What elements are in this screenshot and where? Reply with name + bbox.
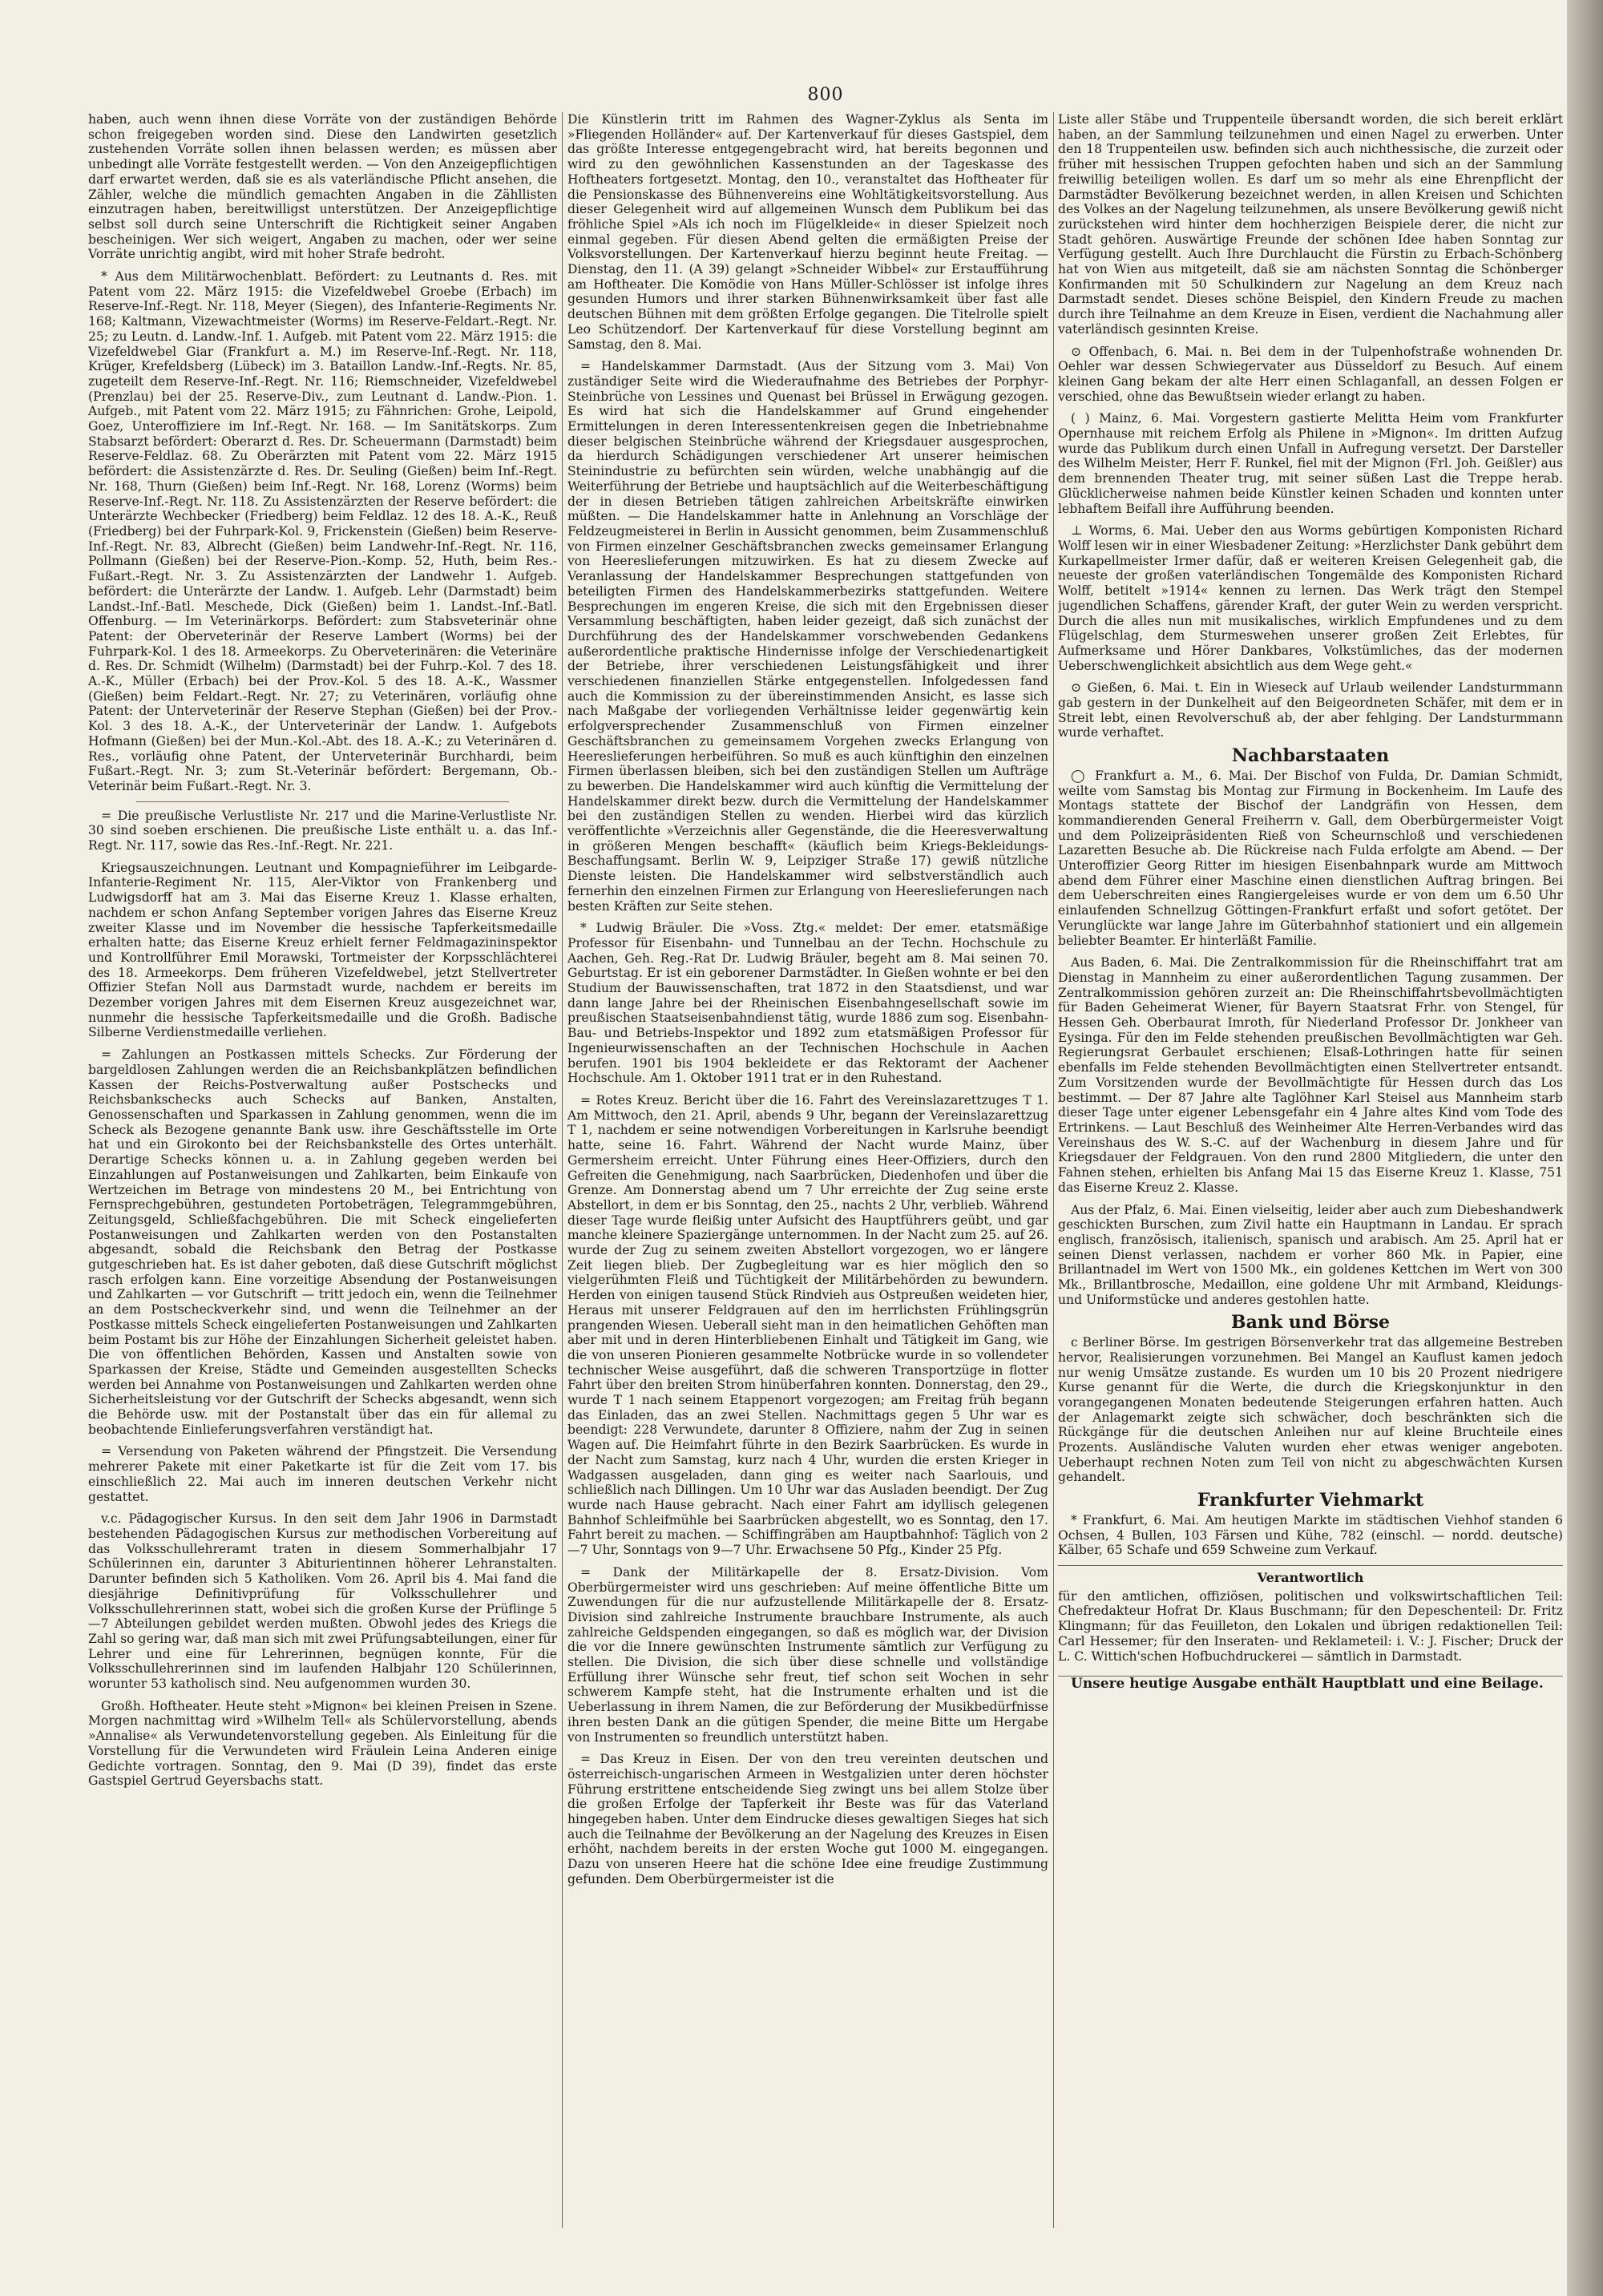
article-paragraph: = Dank der Militärkapelle der 8. Ersatz-Division. Vom Oberbürgermeister wird uns geschrieben: Auf meine öffentliche Bitte um Zuwendungen für die nur aufzustellende Militärkapelle der 8. Ersatz-Division sind zahlreiche Instrumente brauchbare Instrumente, als auch zahlreiche Geldspenden eingegangen, so daß es möglich war, der Division die vor die Innere gewünschten Instrumente sämtlich zur Verfügung zu stellen. Die Division, die sich über diese schnelle und vollständige Erfüllung ihrer Wünsche sehr freut, tief schon seit Wochen in sehr schwerem Kampfe steht, hat die Instrumente erhalten und ist die Ueberlassung in ihrem Namen, die zur Beförderung der Musikbedürfnisse ihren besten Dank an die gütigen Spender, die meine Bitte um Hergabe von Instrumenten so freundlich unterstützt haben. xyxy=(567,1564,1048,1745)
column-3 xyxy=(1058,112,1563,2228)
article-paragraph: v.c. Pädagogischer Kursus. In den seit dem Jahr 1906 in Darmstadt bestehenden Pädagogischen Kursus zur methodischen Vorbereitung auf das Volksschullehreramt traten in diesem Sommerhalbjahr 17 Schülerinnen ein, darunter 3 Abiturientinnen höherer Lehranstalten. Darunter befinden sich 5 Katholiken. Vom 26. April bis 4. Mai fand die diesjährige Definitivprüfung für Volksschullehrer und Volksschullehrerinnen statt, wobei sich die großen Kurse der Prüflinge 5—7 Abteilungen gebildet werden mußten. Obwohl jedes des Kriegs die Zahl so gering war, daß man sich mit zwei Prüfungsabteilungen, einer für Lehrer und eine für Lehrerinnen, begnügen konnte, Für die Volksschullehrerinnen sind im laufenden Halbjahr 120 Schülerinnen, worunter 53 katholisch sind. Neu aufgenommen wurden 30. xyxy=(88,1511,557,1692)
column-rule-2 xyxy=(1053,112,1054,2228)
divider xyxy=(136,801,509,802)
section-heading-nachbarstaaten: Nachbarstaaten xyxy=(1231,745,1390,767)
article-paragraph: Aus Baden, 6. Mai. Die Zentralkommission für die Rheinschiffahrt trat am Dienstag in Mannheim zu einer außerordentlichen Tagung zusammen. Der Zentralkommission gehören zurzeit an: Die Rheinschiffahrtsbevollmächtigten für Baden Geheimerat Wiener, für Bayern Staatsrat Frhr. von Stengel, für Hessen Geh. Oberbaurat Imroth, für Niederland Professor Dr. Jonkheer van Eysinga. Für den im Felde stehenden preußischen Bevollmächtigten war Geh. Regierungsrat Gerbaulet erschienen; Elsaß-Lothringen hatte für seinen ebenfalls im Felde stehenden Bevollmächtigten einen Stellvertreter entsandt. Zum Vorsitzenden wurde der Bevollmächtigte für Hessen durch das Los bestimmt. — Der 87 Jahre alte Taglöhner Karl Steisel aus Mannheim starb dieser Tage unter eigener Lebensgefahr ein 4 Jahre altes Kind vom Tode des Ertrinkens. — Laut Beschluß des Weinheimer Alte Herren-Verbandes wird das Vereinshaus des W. S.-C. auf der Wachenburg in diesem Jahre und für Kriegsdauer der Feldgrauen. Von den rund 2800 Mitgliedern, die unter den Fahnen stehen, erhielten bis Anfang Mai 15 das Eiserne Kreuz 1. Klasse, 751 das Eiserne Kreuz 2. Klasse. xyxy=(1058,955,1563,1195)
article-paragraph: Liste aller Stäbe und Truppenteile übersandt worden, die sich bereit erklärt haben, an der Sammlung teilzunehmen und einen Nagel zu erwerben. Unter den 18 Truppenteilen usw. befinden sich auch nichthessische, die zurzeit oder früher mit hessischen Truppen gefochten haben und sich an der Sammlung freiwillig beteiligen wollen. Es darf um so mehr als eine Ehrenpflicht der Darmstädter Bevölkerung bezeichnet werden, in allen Kreisen und Schichten des Volkes an der Nagelung teilzunehmen, als unsere Bevölkerung gewiß nicht zurückstehen wird hinter dem hochherzigen Beispiele derer, die nicht zur Stadt gehören. Auswärtige Freunde der schönen Idee haben Sonntag zur Verfügung gestellt. Auch Ihre Durchlaucht die Fürstin zu Erbach-Schönberg hat von Wien aus mitgeteilt, daß sie am nächsten Sonntag die Schönberger Konfirmanden mit 50 Schulkindern zur Nagelung an dem Kreuz nach Darmstadt sendet. Dieses schöne Beispiel, den Kindern Freude zu machen durch ihre Teilnahme an dem Kreuze in Eisen, verdient die Nachahmung aller vaterländisch gesinnten Kreise. xyxy=(1058,112,1563,337)
article-paragraph: = Zahlungen an Postkassen mittels Schecks. Zur Förderung der bargeldlosen Zahlungen werden die an Reichsbankplätzen befindlichen Kassen der Reichs-Postverwaltung außer Postschecks und Reichsbankschecks auch Schecks auf Banken, Anstalten, Genossenschaften und Sparkassen in Zahlung genommen, wenn die im Scheck als Bezogene genannte Bank usw. ihre Geschäftsstelle im Orte hat und ein Girokonto bei der Reichsbankstelle des Ortes unterhält. Derartige Schecks können u. a. in Zahlung gegeben werden bei Einzahlungen auf Postanweisungen und Zahlkarten, beim Einkaufe von Wertzeichen im Betrage von mindestens 20 M., bei Entrichtung von Fernsprechgebühren, gestundeten Portobeträgen, Telegrammgebühren, Zeitungsgeld, Schließfachgebühren. Die mit Scheck eingelieferten Postanweisungen und Zahlkarten werden von den Postanstalten abgesandt, sobald die Reichsbank den Betrag der Postkasse gutgeschrieben hat. Es ist daher geboten, daß diese Gutschrift möglichst rasch erfolgen kann. Eine vorzeitige Absendung der Postanweisungen und Zahlkarten — vor Gutschrift — tritt jedoch ein, wenn die Teilnehmer an dem Postscheckverkehr sind, und wenn die Teilnehmer an der Postkasse mittels Scheck eingelieferten Postanweisungen und Zahlkarten beim Postamt bis zur Höhe der Einzahlungen Sicherheit geleistet haben. Die von öffentlichen Behörden, Kassen und Anstalten sowie von Sparkassen der Kreise, Städte und Gemeinden ausgestellten Schecks werden bei Annahme von Postanweisungen und Zahlkarten werden ohne Sicherheitsleistung vor der Gutschrift der Schecks abgesandt, wenn sich die Behörde usw. mit der Postanstalt über das ein für allemal zu beobachtende Einlieferungsverfahren verständigt hat. xyxy=(88,1047,557,1437)
column-rule-1 xyxy=(562,112,563,2228)
article-paragraph: = Rotes Kreuz. Bericht über die 16. Fahrt des Vereinslazarettzuges T 1. Am Mittwoch, den 21. April, abends 9 Uhr, begann der Vereinslazarettzug T 1, nachdem er seine notwendigen Vorbereitungen in Karlsruhe beendigt hatte, seine 16. Fahrt. Während der Nacht wurde Mainz, über Germersheim erreicht. Unter Führung eines Heer-Offiziers, durch den Gefreiten die Genehmigung, nach Saarbrücken, Diedenhofen und über die Grenze. Am Donnerstag abend um 7 Uhr erreichte der Zug seine erste Abstellort, in dem er bis Sonntag, den 25., nachts 2 Uhr, verblieb. Während dieser Tage wurde fleißig unter Aufsicht des Hauptführers geübt, und gar manche kleinere Spaziergänge unternommen. In der Nacht zum 25. auf 26. wurde der Zug zu seinem zweiten Abstellort vorgezogen, wo er längere Zeit liegen blieb. Der Zugbegleitung war es hier möglich den so vielgerühmten Fleiß und Tüchtigkeit der Militärbehörden zu bewundern. Herden von einigen tausend Stück Rindvieh aus Ostpreußen weideten hier, Heraus mit unserer Feldgrauen auf den im herrlichsten Frühlingsgrün prangenden Wiesen. Ueberall sieht man in den heimatlichen Gehöften man aber mit und in deren Hinterbliebenen Einhalt und Tätigkeit im Gang, wie die von unseren Pionieren gesammelte Notbrücke wurde in so vollendeter technischer Weise ausgeführt, daß die schweren Transportzüge in flotter Fahrt über den breiten Strom hinüberfahren konnten. Donnerstag, den 29., wurde T 1 nach seinem Etappenort vorgezogen; am Freitag früh begann das Einladen, das an zwei Stellen. Nachmittags gegen 5 Uhr war es beendigt: 228 Verwundete, darunter 8 Offiziere, nahm der Zug in seinen Wagen auf. Die Heimfahrt führte in den Bezirk Saarbrücken. Es wurde in der Nacht zum Samstag, kurz nach 4 Uhr, wurden die ersten Krieger in Wadgassen ausgeladen, dann ging es weiter nach Saarlouis, und schließlich nach Dillingen. Um 10 Uhr war das Ausladen beendigt. Der Zug wurde nach Hause gebracht. Nach einer Fahrt am idyllisch gelegenen Bahnhof Schleifmühle bei Saarbrücken abgestellt, wo es Sonntag, den 17. Fahrt bereit zu machen. — Schiffingräben am Hauptbahnhof: Täglich von 2—7 Uhr, Sonntags von 9—7 Uhr. Erwachsene 50 Pfg., Kinder 25 Pfg. xyxy=(567,1093,1048,1558)
article-paragraph: = Handelskammer Darmstadt. (Aus der Sitzung vom 3. Mai) Von zuständiger Seite wird die Wiederaufnahme des Betriebes der Porphyr-Steinbrüche von Lessines und Quenast bei Brüssel in Erwägung gezogen. Es wird hat sich die Handelskammer auf Grund eingehender Ermittelungen in deren Interessentenkreisen gegen die Inbetriebnahme dieser belgischen Steinbrüche während der Kriegsdauer ausgesprochen, da hierdurch Schädigungen verschiedener Art unserer heimischen Steinindustrie zu befürchten sein würden, welche unabhängig auf die Weiterführung der Betriebe und hauptsächlich auf die Weiterbeschäftigung der in diesen Betrieben tätigen zahlreichen Arbeitskräfte einwirken müßten. — Die Handelskammer hatte in Anlehnung an Vorschläge der Feldzeugmeisterei in Berlin in Aussicht genommen, beim Zusammenschluß von Firmen einzelner Geschäftsbranchen zwecks gemeinsamer Erlangung von Heereslieferungen mitzuwirken. Es hat zu diesem Zwecke auf Veranlassung der Handelskammer Besprechungen stattgefunden von beteiligten Firmen des Handelskammerbezirks stattgefunden. Weitere Besprechungen im engeren Kreise, die sich mit den Ergebnissen dieser Versammlung beschäftigten, haben leider gezeigt, daß sich zunächst der Durchführung des der Handelskammer vorschwebenden Gedankens außerordentliche praktische Hindernisse infolge der Verschiedenartigkeit der Betriebe, ihrer verschiedenen Leistungsfähigkeit und ihrer verschiedenen finanziellen Stärke entgegenstellen. Infolgedessen fand auch die Kommission zu der übereinstimmenden Ansicht, es lasse sich nach Maßgabe der vorliegenden Verhältnisse leider gegenwärtig kein erfolgversprechender Zusammenschluß von Firmen einzelner Geschäftsbranchen zu gemeinsamem Vorgehen zwecks Erlangung von Heereslieferungen herbeiführen. So muß es auch künftighin den einzelnen Firmen überlassen bleiben, sich bei den zuständigen Stellen um Aufträge zu bewerben. Die Handelskammer wird auch künftig die Vermittelung der Handelskammer direkt bezw. durch die Vermittelung der Handelskammer bei den zuständigen Stellen zu wenden. Hierbei wird das kürzlich veröffentlichte »Verzeichnis aller Gegenstände, die die Heeresverwaltung in größeren Mengen beschafft« (käuflich beim Kriegs-Bekleidungs-Beschaffungsamt. Berlin W. 9, Leipziger Straße 17) gewiß nützliche Dienste leisten. Die Handelskammer wird selbstverständlich auch fernerhin den einzelnen Firmen zur Erlangung von Heereslieferungen nach besten Kräften zur Seite stehen. xyxy=(567,359,1048,914)
article-paragraph: Die Künstlerin tritt im Rahmen des Wagner-Zyklus als Senta im »Fliegenden Holländer« auf. Der Kartenverkauf für dieses Gastspiel, dem das größte Interesse entgegengebracht wird, hat bereits begonnen und wird zu den gewöhnlichen Kassenstunden an der Tageskasse des Hoftheaters fortgesetzt. Montag, den 10., veranstaltet das Hoftheater für die Pensionskasse des Bühnenvereins eine Wohltätigkeitsvorstellung. Aus dieser Gelegenheit wird auf allgemeinen Wunsch dem Publikum bei das fröhliche Spiel »Als ich noch im Flügelkleide« in dieser Spielzeit noch einmal gegeben. Für diesen Abend gelten die ermäßigten Preise der Volksvorstellungen. Der Kartenverkauf hierzu beginnt heute Freitag. — Dienstag, den 11. (A 39) gelangt »Schneider Wibbel« zur Erstaufführung am Hoftheater. Die Komödie von Hans Müller-Schlösser ist infolge ihres gesunden Humors und ihrer starken Bühnenwirksamkeit über fast alle deutschen Bühnen mit dem größten Erfolge gegangen. Die Titelrolle spielt Leo Schützendorf. Der Kartenverkauf für diese Vorstellung beginnt am Samstag, den 8. Mai. xyxy=(567,112,1048,352)
newspaper-page xyxy=(88,80,1563,2244)
imprint-text: für den amtlichen, offiziösen, politischen und volkswirtschaftlichen Teil: Chefredakteur Hofrat Dr. Klaus Buschmann; für den Depeschenteil: Dr. Fritz Klingmann; für das Feuilleton, den Lokalen und übrigen redaktionellen Teil: Carl Hessemer; für den Inseraten- und Reklameteil: i. V.: J. Fischer; Druck der L. C. Wittich'schen Hofbuchdruckerei — sämtlich in Darmstadt. xyxy=(1058,1588,1563,1664)
page-number: 800 xyxy=(807,85,844,105)
column-2 xyxy=(567,112,1048,2228)
article-paragraph: Aus der Pfalz, 6. Mai. Einen vielseitig, leider aber auch zum Diebeshandwerk geschickten Burschen, zum Zivil hatte ein Hauptmann in Landau. Er sprach englisch, französisch, italienisch, spanisch und arabisch. Am 25. April hat er seinen Dienst verlassen, nachdem er vorher 860 Mk. in Papier, eine Brillantnadel im Wert von 1500 Mk., ein goldenes Kettchen im Wert von 300 Mk., Brillantbrosche, Medaillon, eine goldene Uhr mit Armband, Kleidungs- und Uniformstücke und anderes gestohlen hatte. xyxy=(1058,1202,1563,1307)
article-paragraph: c Berliner Börse. Im gestrigen Börsenverkehr trat das allgemeine Bestreben hervor, Realisierungen vorzunehmen. Bei Mangel an Kauflust kamen jedoch nur wenig Umsätze zustande. Es wurden um 10 bis 20 Prozent niedrigere Kurse genannt für die Werte, die durch die Kriegskonjunktur in den vorangegangenen Monaten bedeutende Steigerungen erfahren hatten. Auch der Anlagemarkt zeigte sich schwächer, doch beschränkten sich die Rückgänge für die deutschen Anleihen nur auf kleine Bruchteile eines Prozents. Ausländische Valuten wurden eher etwas weniger angeboten. Ueberhaupt rechnen Noten zum Teil von nicht zu abgeschwächten Kursen gehandelt. xyxy=(1058,1335,1563,1485)
article-paragraph: * Frankfurt, 6. Mai. Am heutigen Markte im städtischen Viehhof standen 6 Ochsen, 4 Bullen, 103 Färsen und Kühe, 782 (einschl. — nordd. deutsche) Kälber, 65 Schafe und 659 Schweine zum Verkauf. xyxy=(1058,1512,1563,1558)
article-paragraph: ⊙ Offenbach, 6. Mai. n. Bei dem in der Tulpenhofstraße wohnenden Dr. Oehler war dessen Schwiegervater aus Düsseldorf zu Besuch. Auf einem kleinen Gang bekam der alte Herr einen Schlaganfall, an dessen Folgen er verschied, ohne das Bewußtsein wieder erlangt zu haben. xyxy=(1058,344,1563,404)
article-paragraph: Kriegsauszeichnungen. Leutnant und Kompagnieführer im Leibgarde-Infanterie-Regiment Nr. 115, Aler-Viktor von Frankenberg und Ludwigsdorff hat am 3. Mai das Eiserne Kreuz 1. Klasse erhalten, nachdem er schon Anfang September vorigen Jahres das Eiserne Kreuz zweiter Klasse und im November die hessische Tapferkeitsmedaille erhalten hatte; das Eiserne Kreuz erhielt ferner Feldmagazininspektor und Kontrollführer Emil Morawski, Tortmeister der Korpsschlächterei des 18. Armeekorps. Dem früheren Vizefeldwebel, jetzt Stellvertreter Offizier Stefan Noll aus Darmstadt wurde, nachdem er bereits im Dezember vorigen Jahres mit dem Eisernen Kreuz ausgezeichnet war, nunmehr die hessische Tapferkeitsmedaille und die Großh. Badische Silberne Verdienstmedaille verliehen. xyxy=(88,860,557,1040)
imprint-heading: Verantwortlich xyxy=(1257,1569,1364,1585)
article-paragraph: Großh. Hoftheater. Heute steht »Mignon« bei kleinen Preisen in Szene. Morgen nachmittag wird »Wilhelm Tell« als Schülervorstellung, abends »Annalise« als Verwundetenvorstellung gegeben. Als Einleitung für die Vorstellung für die Verwundeten wird Fräulein Leina Anderen einige Gedichte vortragen. Sonntag, den 9. Mai (D 39), findet das erste Gastspiel Gertrud Geyersbachs statt. xyxy=(88,1698,557,1789)
article-paragraph: ◯ Frankfurt a. M., 6. Mai. Der Bischof von Fulda, Dr. Damian Schmidt, weilte vom Samstag bis Montag zur Firmung in Bockenheim. Im Laufe des Montags stattete der Bischof der Landgräfin von Hessen, dem kommandierenden General Freiherrn v. Gall, dem Oberbürgermeister Voigt und dem Polizeipräsidenten Rieß von Scheurnschloß und verschiedenen Lazaretten Besuche ab. Die Rückreise nach Fulda erfolgte am Abend. — Der Unteroffizier Georg Ritter im hiesigen Eisenbahnpark wurde am Mittwoch abend dem Führer einer Maschine einen dienstlichen Auftrag bringen. Bei dem Ueberschreiten eines Rangiergeleises wurde er von dem um 6.50 Uhr einlaufenden Schnellzug Göttingen-Frankfurt erfaßt und sofort getötet. Der Verunglückte war lange Jahre im Güterbahnhof stationiert und ein allgemein beliebter Beamter. Er hinterläßt Familie. xyxy=(1058,768,1563,948)
article-paragraph: = Die preußische Verlustliste Nr. 217 und die Marine-Verlustliste Nr. 30 sind soeben erschienen. Die preußische Liste enthält u. a. das Inf.-Regt. Nr. 117, sowie das Res.-Inf.-Regt. Nr. 221. xyxy=(88,808,557,853)
section-heading-bank: Bank und Börse xyxy=(1230,1312,1391,1334)
article-paragraph: * Ludwig Bräuler. Die »Voss. Ztg.« meldet: Der emer. etatsmäßige Professor für Eisenbahn- und Tunnelbau an der Techn. Hochschule zu Aachen, Geh. Reg.-Rat Dr. Ludwig Bräuler, begeht am 8. Mai seinen 70. Geburtstag. Er ist ein geborener Darmstädter. In Gießen wohnte er bei den Studium der Bauwissenschaften, trat 1872 in den Staatsdienst, und war dann lange Jahre bei der Rheinischen Eisenbahngesellschaft sowie im preußischen Staatseisenbahndienst tätig, wurde 1886 zum sog. Eisenbahn-Bau- und Betriebs-Inspektor und 1892 zum etatsmäßigen Professor für Ingenieurwissenschaften an der Technischen Hochschule in Aachen berufen. 1901 bis 1904 bekleidete er das Rektoramt der Aachener Hochschule. Am 1. Oktober 1911 trat er in den Ruhestand. xyxy=(567,921,1048,1086)
article-paragraph: * Aus dem Militärwochenblatt. Befördert: zu Leutnants d. Res. mit Patent vom 22. März 1915: die Vizefeldwebel Groebe (Erbach) im Reserve-Inf.-Regt. Nr. 118, Meyer (Siegen), des Infanterie-Regiments Nr. 168; Kaltmann, Vizewachtmeister (Worms) im Reserve-Feldart.-Regt. Nr. 25; zu Leutn. d. Landw.-Inf. 1. Aufgeb. mit Patent vom 22. März 1915: die Vizefeldwebel Giar (Frankfurt a. M.) im Reserve-Inf.-Regt. Nr. 118, Krüger, Krefeldsberg (Lübeck) im 3. Bataillon Landw.-Inf.-Regts. Nr. 85, zugeteilt dem Reserve-Inf.-Regt. Nr. 116; Riemschneider, Vizefeldwebel (Prenzlau) bei der 25. Reserve-Div., zum Leutnant d. Landw.-Pion. 1. Aufgeb., mit Patent vom 22. März 1915; zu Fähnrichen: Grohe, Leipold, Goez, Unteroffiziere im Inf.-Regt. Nr. 168. — Im Sanitätskorps. Zum Stabsarzt befördert: Oberarzt d. Res. Dr. Scheuermann (Darmstadt) beim Reserve-Feldlaz. 68. Zu Oberärzten mit Patent vom 22. März 1915 befördert: die Assistenzärzte d. Res. Dr. Seuling (Gießen) beim Inf.-Regt. Nr. 168, Thurn (Gießen) beim Inf.-Regt. Nr. 168, Lorenz (Worms) beim Reserve-Inf.-Regt. Nr. 118. Zu Assistenzärzten der Reserve befördert: die Unterärzte Wechbecker (Friedberg) beim Feldlaz. 12 des 18. A.-K., Reuß (Friedberg) bei der Fuhrpark-Kol. 9, Frickenstein (Gießen) beim Reserve-Inf.-Regt. Nr. 83, Albrecht (Gießen) beim Landwehr-Inf.-Regt. Nr. 116, Pollmann (Gießen) bei der Reserve-Pion.-Komp. 52, Huth, beim Res.-Fußart.-Regt. Nr. 3. Zu Assistenzärzten der Landwehr 1. Aufgeb. befördert: die Unterärzte der Landw. 1. Aufgeb. Lehr (Darmstadt) beim Landst.-Inf.-Batl. Meschede, Dick (Gießen) beim 1. Landst.-Inf.-Batl. Offenburg. — Im Veterinärkorps. Befördert: zum Stabsveterinär ohne Patent: der Oberveterinär der Reserve Lambert (Worms) bei der Fuhrpark-Kol. 1 des 18. Armeekorps. Zu Oberveterinären: die Veterinäre d. Res. Dr. Schmidt (Wilhelm) (Darmstadt) bei der Fuhrp.-Kol. 7 des 18. A.-K., Müller (Erbach) bei der Prov.-Kol. 5 des 18. A.-K., Wassmer (Gießen) beim Feldart.-Regt. Nr. 27; zu Veterinären, vorläufig ohne Patent: der Unterveterinär der Reserve Stephan (Gießen) bei der Prov.-Kol. 3 des 18. A.-K., der Unterveterinär der Landw. 1. Aufgebots Hofmann (Gießen) bei der Mun.-Kol.-Abt. des 18. A.-K.; zu Veterinären d. Res., vorläufig ohne Patent, der Unterveterinär Burchhardi, beim Fußart.-Regt. Nr. 3; zum St.-Veterinär befördert: Bergemann, Ob.-Veterinär beim Fußart.-Regt. Nr. 3. xyxy=(88,269,557,793)
closing-note: Unsere heutige Ausgabe enthält Hauptblatt und eine Beilage. xyxy=(1071,1676,1544,1693)
article-paragraph: = Versendung von Paketen während der Pfingstzeit. Die Versendung mehrerer Pakete mit einer Paketkarte ist für die Zeit vom 17. bis einschließlich 22. Mai auch im inneren deutschen Verkehr nicht gestattet. xyxy=(88,1444,557,1504)
column-1 xyxy=(88,112,557,2228)
article-paragraph: ⊥ Worms, 6. Mai. Ueber den aus Worms gebürtigen Komponisten Richard Wolff lesen wir in einer Wiesbadener Zeitung: »Herzlichster Dank gebührt dem Kurkapellmeister Irmer dafür, daß er weiteren Kreisen Gelegenheit gab, die neueste der großen vaterländischen Tongemälde des Komponisten Richard Wolff, betitelt »1914« kennen zu lernen. Das Werk trägt den Stempel jugendlichen Schaffens, gärender Kraft, der guter Wein zu werden verspricht. Durch die alles nun mit musikalisches, wirklich Empfundenes und zu dem Flügelschlag, dem Sturmeswehen unserer großen Zeit Erlebtes, für Aufmerksame und Hörer Dankbares, Volkstümliches, das der modernen Ueberschwenglichkeit absichtlich aus dem Wege geht.« xyxy=(1058,523,1563,673)
article-paragraph: ( ) Mainz, 6. Mai. Vorgestern gastierte Melitta Heim vom Frankfurter Opernhause mit reichem Erfolg als Philene in »Mignon«. Im dritten Aufzug wurde das Publikum durch einen Unfall in Aufregung versetzt. Der Darsteller des Wilhelm Meister, Herr F. Runkel, fiel mit der Mignon (Frl. Joh. Geißler) aus dem brennenden Theater trug, mit seiner süßen Last die Treppe herab. Glücklicherweise nahmen beide Künstler keinen Schaden und konnten unter lebhaftem Beifall ihre Aufführung beenden. xyxy=(1058,411,1563,516)
adjacent-page-edge xyxy=(1567,0,1603,2296)
article-paragraph: haben, auch wenn ihnen diese Vorräte von der zuständigen Behörde schon freigegeben worden sind. Diese den Landwirten gesetzlich zustehenden Vorräte sollen ihnen belassen werden; es müssen aber unbedingt alle Vorräte festgestellt werden. — Von den Anzeigepflichtigen darf erwartet werden, daß sie es als vaterländische Pflicht ansehen, die Zähler, welche die mündlich gemachten Angaben in die Zähllisten einzutragen haben, bereitwilligst unterstützen. Der Anzeigepflichtige selbst soll durch seine Unterschrift die Richtigkeit seiner Angaben bescheinigen. Wer sich weigert, Angaben zu machen, oder wer seine Vorräte unrichtig angibt, wird mit hoher Strafe bedroht. xyxy=(88,112,557,262)
section-heading-viehmarkt: Frankfurter Viehmarkt xyxy=(1197,1490,1424,1511)
imprint-box xyxy=(1058,1565,1563,1677)
article-paragraph: = Das Kreuz in Eisen. Der von den treu vereinten deutschen und österreichisch-ungarischen Armeen in Westgalizien unter deren höchster Führung erstrittene entscheidende Sieg zwingt uns bei allem Stolze über die großen Erfolge der Tapferkeit ihr Beste was für das Vaterland hingegeben haben. Unter dem Eindrucke dieses gewaltigen Sieges hat sich auch die Teilnahme der Bevölkerung an der Nagelung des Kreuzes in Eisen erhöht, nachdem bereits in der ersten Woche gut 1000 M. eingegangen. Dazu von unseren Heere hat die schöne Idee eine freudige Zustimmung gefunden. Dem Oberbürgermeister ist die xyxy=(567,1752,1048,1886)
article-paragraph: ⊙ Gießen, 6. Mai. t. Ein in Wieseck auf Urlaub weilender Landsturmmann gab gestern in der Dunkelheit auf den Beigeordneten Schäfer, mit dem er in Streit lebt, einen Revolverschuß ab, der aber fehlging. Der Landsturmmann wurde verhaftet. xyxy=(1058,680,1563,740)
